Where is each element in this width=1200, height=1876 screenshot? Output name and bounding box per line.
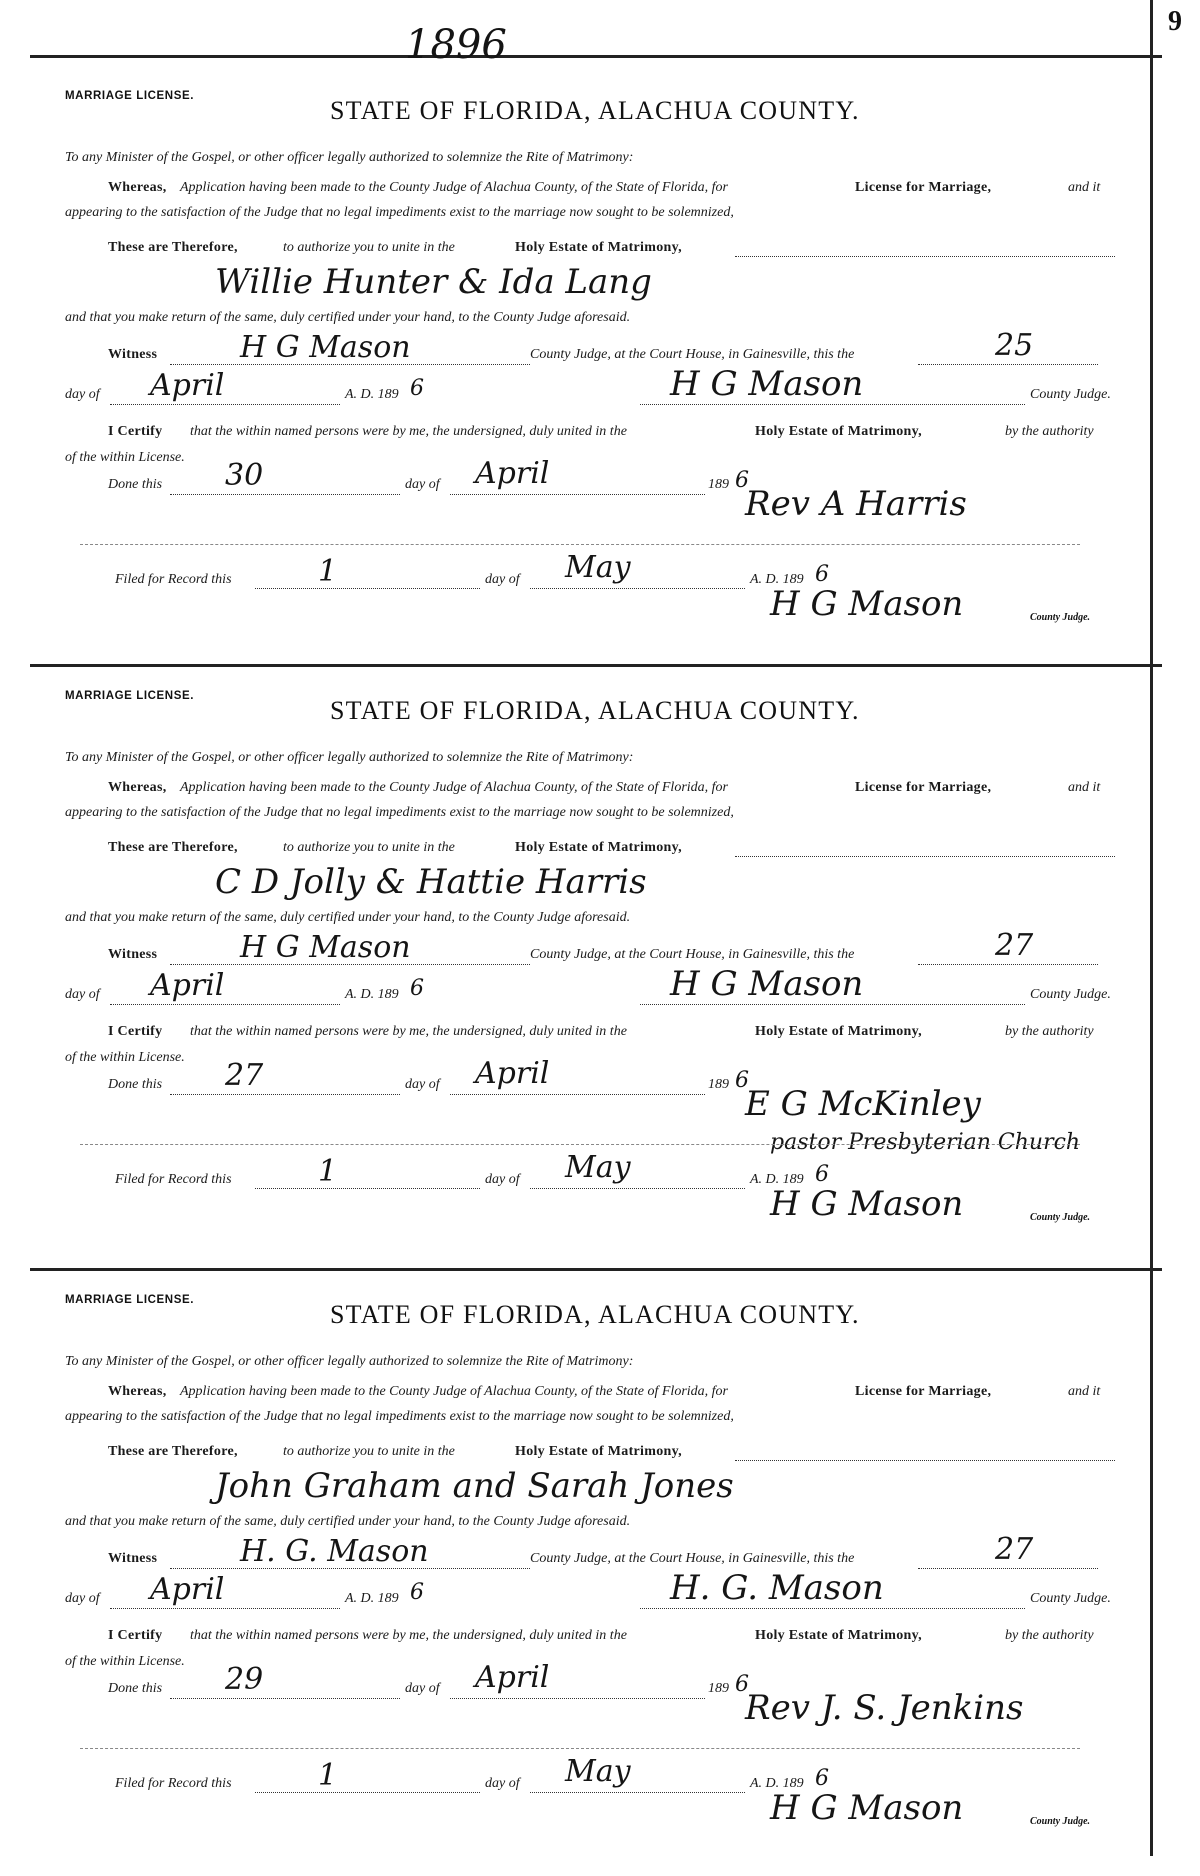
done-this: Done this	[108, 1077, 163, 1092]
officiant-signature: Rev J. S. Jenkins	[745, 1688, 1024, 1728]
holy-estate-2: Holy Estate of Matrimony,	[755, 1024, 922, 1039]
issue-month: April	[150, 1572, 225, 1607]
to-authorize: to authorize you to unite in the	[283, 840, 455, 855]
top-rule	[30, 55, 1162, 58]
officiant-title: pastor Presbyterian Church	[770, 1130, 1081, 1155]
holy-estate: Holy Estate of Matrimony,	[515, 840, 682, 855]
holy-estate: Holy Estate of Matrimony,	[515, 1444, 682, 1459]
license-for-marriage: License for Marriage,	[855, 780, 992, 795]
officiant-signature: Rev A Harris	[745, 484, 967, 524]
filed-ad-189: A. D. 189	[750, 1172, 804, 1187]
issue-year-digit: 6	[410, 1580, 424, 1605]
county-judge-court-house: County Judge, at the Court House, in Gainesville, this the	[530, 947, 855, 962]
ad-189: A. D. 189	[345, 987, 399, 1002]
appearing-line: appearing to the satisfaction of the Judge that no legal impediments exist to the marriage now sought to be solemnized,	[65, 805, 734, 820]
filed-year-digit: 6	[815, 1766, 829, 1791]
filed-judge-signature: H G Mason	[770, 1184, 964, 1224]
judge-signature: H G Mason	[670, 964, 864, 1004]
to-any-minister-line: To any Minister of the Gospel, or other officer legally authorized to solemnize the Rite of Matrimony:	[65, 1354, 634, 1369]
marriage-license-2	[0, 672, 1150, 1272]
dotted-line	[530, 1188, 745, 1189]
license-label: MARRIAGE LICENSE.	[65, 1294, 195, 1306]
these-are-therefore: These are Therefore,	[108, 1444, 238, 1459]
year-189: 189	[708, 1681, 729, 1696]
return-line: and that you make return of the same, duly certified under your hand, to the County Judge aforesaid.	[65, 310, 631, 325]
day-of-filed: day of	[485, 572, 520, 587]
license-heading: STATE OF FLORIDA, ALACHUA COUNTY.	[330, 96, 860, 125]
couple-names: Willie Hunter & Ida Lang	[215, 262, 652, 302]
whereas-text: Application having been made to the County Judge of Alachua County, of the State of Florida, for	[180, 780, 728, 795]
filed-day: 1	[318, 554, 338, 589]
holy-estate-2: Holy Estate of Matrimony,	[755, 1628, 922, 1643]
issue-month: April	[150, 368, 225, 403]
issue-month: April	[150, 968, 225, 1003]
county-judge-court-house: County Judge, at the Court House, in Gainesville, this the	[530, 347, 855, 362]
dotted-line	[530, 588, 745, 589]
done-year-digit: 6	[735, 1068, 749, 1093]
ad-189: A. D. 189	[345, 387, 399, 402]
county-judge-court-house: County Judge, at the Court House, in Gainesville, this the	[530, 1551, 855, 1566]
issue-year-digit: 6	[410, 376, 424, 401]
dotted-line	[255, 588, 480, 589]
witness-word: Witness	[108, 1551, 158, 1566]
dotted-line	[918, 1568, 1098, 1569]
appearing-line: appearing to the satisfaction of the Judge that no legal impediments exist to the marriage now sought to be solemnized,	[65, 205, 734, 220]
within-license: of the within License.	[65, 1654, 185, 1669]
dotted-line	[110, 1004, 340, 1005]
by-the-authority: by the authority	[1005, 1628, 1094, 1643]
year-189: 189	[708, 477, 729, 492]
year-heading: 1896	[405, 22, 507, 68]
done-year-digit: 6	[735, 1672, 749, 1697]
done-year-digit: 6	[735, 468, 749, 493]
issue-day: 27	[995, 1532, 1034, 1567]
done-month: April	[475, 1660, 550, 1695]
judge-signature: H G Mason	[670, 364, 864, 404]
whereas-text: Application having been made to the County Judge of Alachua County, of the State of Florida, for	[180, 1384, 728, 1399]
witness-word: Witness	[108, 347, 158, 362]
filed-judge-signature: H G Mason	[770, 1788, 964, 1828]
i-certify: I Certify	[108, 1628, 163, 1643]
done-month: April	[475, 1056, 550, 1091]
filed-year-digit: 6	[815, 1162, 829, 1187]
filed-day: 1	[318, 1758, 338, 1793]
whereas-word: Whereas,	[108, 780, 167, 795]
dotted-line	[918, 364, 1098, 365]
dotted-line	[110, 404, 340, 405]
dotted-line	[530, 1792, 745, 1793]
filed-month: May	[565, 550, 631, 585]
done-day: 30	[225, 458, 264, 493]
filed-ad-189: A. D. 189	[750, 572, 804, 587]
county-judge-label: County Judge.	[1030, 987, 1111, 1002]
day-of-label: day of	[65, 987, 100, 1002]
within-license: of the within License.	[65, 450, 185, 465]
license-for-marriage: License for Marriage,	[855, 1384, 992, 1399]
dotted-line	[170, 494, 400, 495]
dotted-line	[640, 1608, 1025, 1609]
dotted-line	[640, 404, 1025, 405]
these-are-therefore: These are Therefore,	[108, 840, 238, 855]
license-separator-rule	[30, 1268, 1162, 1271]
page-number: 9	[1168, 6, 1182, 37]
i-certify: I Certify	[108, 1024, 163, 1039]
to-authorize: to authorize you to unite in the	[283, 240, 455, 255]
day-of-short: day of	[405, 1681, 440, 1696]
issue-day: 25	[995, 328, 1034, 363]
county-judge-label: County Judge.	[1030, 1591, 1111, 1606]
day-of-filed: day of	[485, 1776, 520, 1791]
certify-text: that the within named persons were by me, the undersigned, duly united in the	[190, 1024, 627, 1039]
to-any-minister-line: To any Minister of the Gospel, or other officer legally authorized to solemnize the Rite of Matrimony:	[65, 150, 634, 165]
whereas-word: Whereas,	[108, 1384, 167, 1399]
filed-month: May	[565, 1150, 631, 1185]
dotted-line	[170, 1094, 400, 1095]
filed-for-record: Filed for Record this	[115, 1776, 232, 1791]
certify-text: that the within named persons were by me, the undersigned, duly united in the	[190, 1628, 627, 1643]
judge-signature: H. G. Mason	[670, 1568, 884, 1608]
by-the-authority: by the authority	[1005, 1024, 1094, 1039]
done-day: 29	[225, 1662, 264, 1697]
divider	[80, 1748, 1080, 1749]
dotted-line	[450, 494, 705, 495]
to-any-minister-line: To any Minister of the Gospel, or other officer legally authorized to solemnize the Rite of Matrimony:	[65, 750, 634, 765]
marriage-license-3	[0, 1276, 1150, 1876]
dotted-line	[255, 1188, 480, 1189]
officiant-signature: E G McKinley	[745, 1084, 981, 1124]
county-judge-label: County Judge.	[1030, 387, 1111, 402]
holy-estate-2: Holy Estate of Matrimony,	[755, 424, 922, 439]
these-are-therefore: These are Therefore,	[108, 240, 238, 255]
witness-signature: H. G. Mason	[240, 1534, 429, 1569]
license-label: MARRIAGE LICENSE.	[65, 90, 195, 102]
issue-day: 27	[995, 928, 1034, 963]
dotted-line	[735, 256, 1115, 257]
filed-ad-189: A. D. 189	[750, 1776, 804, 1791]
dotted-line	[735, 1460, 1115, 1461]
dotted-line	[918, 964, 1098, 965]
license-heading: STATE OF FLORIDA, ALACHUA COUNTY.	[330, 1300, 860, 1329]
witness-word: Witness	[108, 947, 158, 962]
marriage-license-1	[0, 72, 1150, 672]
filed-year-digit: 6	[815, 562, 829, 587]
issue-year-digit: 6	[410, 976, 424, 1001]
dotted-line	[735, 856, 1115, 857]
day-of-short: day of	[405, 1077, 440, 1092]
license-for-marriage: License for Marriage,	[855, 180, 992, 195]
ad-189: A. D. 189	[345, 1591, 399, 1606]
to-authorize: to authorize you to unite in the	[283, 1444, 455, 1459]
certify-text: that the within named persons were by me, the undersigned, duly united in the	[190, 424, 627, 439]
day-of-label: day of	[65, 387, 100, 402]
county-judge-small: County Judge.	[1030, 612, 1091, 623]
day-of-label: day of	[65, 1591, 100, 1606]
filed-month: May	[565, 1754, 631, 1789]
appearing-line: appearing to the satisfaction of the Judge that no legal impediments exist to the marriage now sought to be solemnized,	[65, 1409, 734, 1424]
license-heading: STATE OF FLORIDA, ALACHUA COUNTY.	[330, 696, 860, 725]
holy-estate: Holy Estate of Matrimony,	[515, 240, 682, 255]
within-license: of the within License.	[65, 1050, 185, 1065]
divider	[80, 1144, 1080, 1145]
done-this: Done this	[108, 1681, 163, 1696]
whereas-text: Application having been made to the County Judge of Alachua County, of the State of Florida, for	[180, 180, 728, 195]
dotted-line	[170, 1698, 400, 1699]
done-month: April	[475, 456, 550, 491]
done-this: Done this	[108, 477, 163, 492]
couple-names: C D Jolly & Hattie Harris	[215, 862, 647, 902]
done-day: 27	[225, 1058, 264, 1093]
by-the-authority: by the authority	[1005, 424, 1094, 439]
couple-names: John Graham and Sarah Jones	[215, 1466, 734, 1506]
return-line: and that you make return of the same, duly certified under your hand, to the County Judge aforesaid.	[65, 1514, 631, 1529]
and-it: and it	[1068, 1384, 1101, 1399]
license-label: MARRIAGE LICENSE.	[65, 690, 195, 702]
day-of-filed: day of	[485, 1172, 520, 1187]
i-certify: I Certify	[108, 424, 163, 439]
license-separator-rule	[30, 664, 1162, 667]
dotted-line	[450, 1698, 705, 1699]
whereas-word: Whereas,	[108, 180, 167, 195]
dotted-line	[110, 1608, 340, 1609]
dotted-line	[640, 1004, 1025, 1005]
witness-signature: H G Mason	[240, 330, 411, 365]
and-it: and it	[1068, 180, 1101, 195]
dotted-line	[255, 1792, 480, 1793]
witness-signature: H G Mason	[240, 930, 411, 965]
county-judge-small: County Judge.	[1030, 1212, 1091, 1223]
divider	[80, 544, 1080, 545]
dotted-line	[450, 1094, 705, 1095]
day-of-short: day of	[405, 477, 440, 492]
filed-for-record: Filed for Record this	[115, 1172, 232, 1187]
return-line: and that you make return of the same, duly certified under your hand, to the County Judge aforesaid.	[65, 910, 631, 925]
and-it: and it	[1068, 780, 1101, 795]
filed-day: 1	[318, 1154, 338, 1189]
county-judge-small: County Judge.	[1030, 1816, 1091, 1827]
filed-judge-signature: H G Mason	[770, 584, 964, 624]
right-margin-rule	[1150, 0, 1153, 1856]
year-189: 189	[708, 1077, 729, 1092]
filed-for-record: Filed for Record this	[115, 572, 232, 587]
